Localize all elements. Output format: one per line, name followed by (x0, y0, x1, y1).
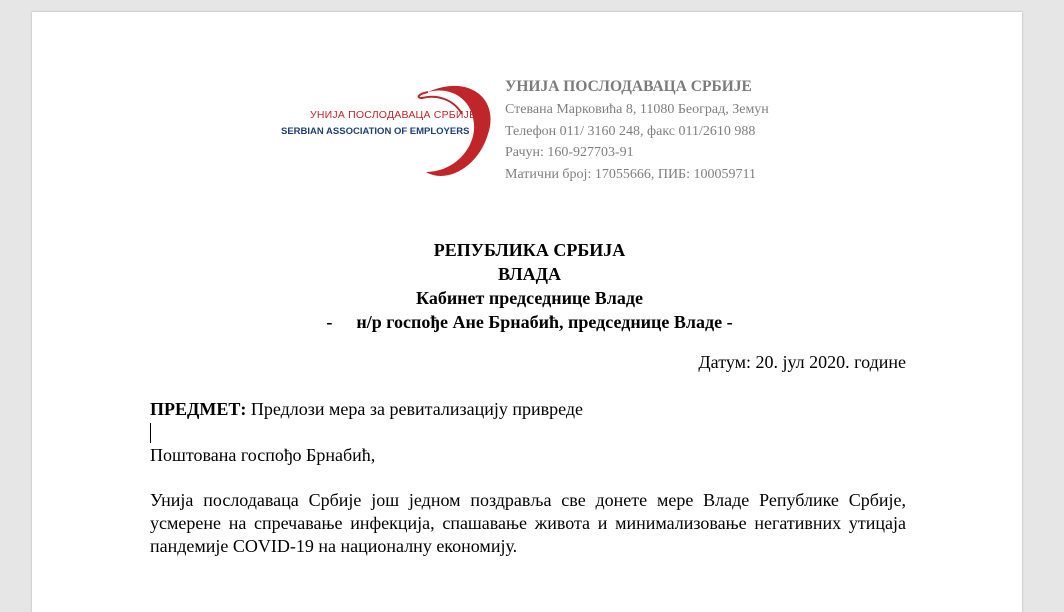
addressee-attention-text: н/р госпође Ане Брнабић, председнице Владе - (356, 312, 733, 332)
subject-label: ПРЕДМЕТ: (150, 399, 247, 419)
addressee-government: ВЛАДА (497, 264, 562, 284)
body-paragraph[interactable]: Унија послодаваца Србије још једном поздравља све донете мере Владе Републике Србије, усмерене на спречавање инфекција, спашавање живота и минимализовање негативних утицаја пандемије COVID-19 на националну економију. (150, 490, 906, 556)
organization-header (505, 78, 769, 185)
organization-ids: Матични број: 17055666, ПИБ: 100059711 (505, 166, 756, 182)
addressee-attention (0, 310, 1059, 334)
organization-name: УНИЈА ПОСЛОДАВАЦА СРБИЈЕ (505, 78, 752, 95)
logo-text-english: SERBIAN ASSOCIATION OF EMPLOYERS (281, 126, 470, 137)
logo-text-serbian: УНИЈА ПОСЛОДАВАЦА СРБИЈЕ (310, 109, 477, 121)
addressee-dash: - (326, 312, 333, 332)
organization-address: Стевана Марковића 8, 11080 Београд, Земун (505, 102, 769, 117)
subject-line (150, 399, 583, 420)
organization-phone: Телефон 011/ 3160 248, факс 011/2610 988 (505, 123, 756, 139)
addressee-block (0, 238, 1059, 334)
text-cursor (150, 423, 151, 443)
association-logo (278, 76, 498, 184)
organization-account: Рачун: 160-927703-91 (505, 145, 634, 160)
addressee-country: РЕПУБЛИКА СРБИЈА (433, 240, 626, 260)
document-date: Датум: 20. јул 2020. године (698, 352, 906, 372)
subject-text: Предлози мера за ревитализацију привреде (246, 399, 583, 419)
salutation: Поштована госпођо Брнабић, (150, 445, 376, 465)
addressee-cabinet: Кабинет председнице Владе (416, 288, 643, 308)
